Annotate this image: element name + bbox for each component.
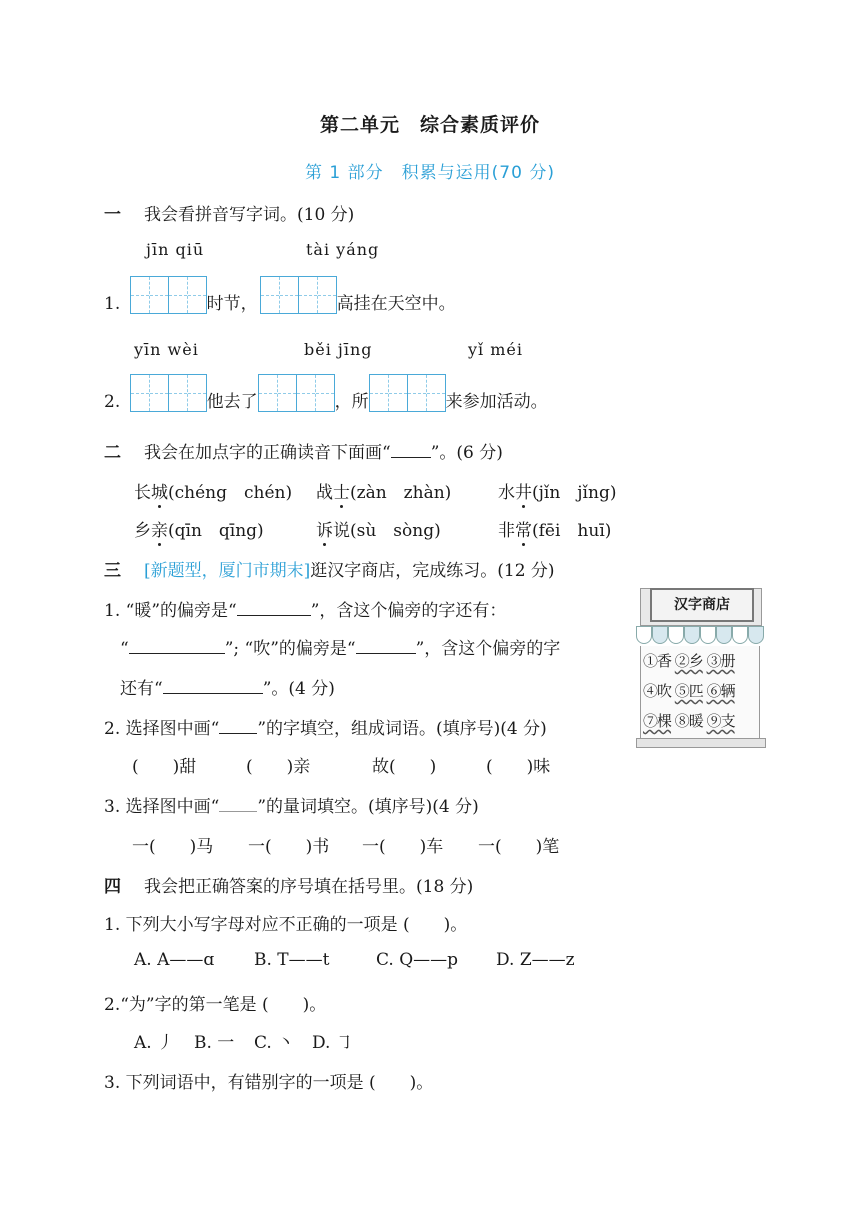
option[interactable]: B. T——t — [254, 950, 330, 970]
section-text: 我会看拼音写字词。(10 分) — [144, 205, 355, 225]
wavy-blank — [219, 795, 257, 812]
text: 高挂在天空中。 — [336, 294, 456, 314]
question-line: 还有“ ”。(4 分) — [120, 679, 335, 699]
section-1-heading — [104, 200, 354, 225]
shop-row: ⑦棵 ⑧暖 ⑨支 — [643, 712, 735, 730]
option[interactable]: D. Z——z — [496, 950, 575, 970]
section-3-heading — [104, 556, 555, 581]
answer-item[interactable]: ( )亲 — [246, 757, 311, 777]
question-line: 2.“为”字的第一笔是 ( )。 — [104, 995, 327, 1015]
reading-item: 水井(jǐn jǐng) — [498, 483, 617, 503]
option[interactable]: C. 丶 — [254, 1033, 295, 1053]
shop-sign: 汉字商店 — [650, 588, 754, 622]
answer-item[interactable]: ( )甜 — [132, 757, 197, 777]
answer-blank[interactable] — [237, 599, 311, 616]
question-line: 1. 下列大小写字母对应不正确的一项是 ( )。 — [104, 915, 468, 935]
shop-row: ④吹 ⑤匹 ⑥辆 — [643, 682, 735, 700]
text: 他去了 — [206, 392, 258, 412]
question-line: “ ”; “吹”的偏旁是“ ”，含这个偏旁的字 — [120, 639, 561, 659]
question-number: 2. — [104, 392, 121, 412]
section-text: 逛汉字商店，完成练习。(12 分) — [310, 561, 555, 581]
question-tag: [新题型，厦门市期末] — [144, 561, 311, 581]
writing-grid[interactable] — [258, 374, 335, 412]
text: 来参加活动。 — [445, 392, 548, 412]
reading-item: 长城(chéng chén) — [134, 483, 293, 503]
answer-item[interactable]: 一( )车 — [362, 837, 444, 857]
shop-base — [636, 738, 766, 748]
text: ，所 — [334, 392, 369, 412]
writing-grid[interactable] — [369, 374, 446, 412]
underline-blank — [391, 441, 431, 458]
question-number: 1. — [104, 294, 121, 314]
answer-item[interactable]: 一( )书 — [248, 837, 330, 857]
section-number: 三 — [104, 561, 121, 581]
answer-item[interactable]: 故( ) — [372, 757, 437, 777]
underline-blank — [219, 717, 257, 734]
page-title: 第二单元 综合素质评价 — [319, 114, 540, 136]
reading-item: 乡亲(qīn qīng) — [134, 521, 264, 541]
shop-row: ①香 ②乡 ③册 — [643, 652, 735, 670]
shop-shelf — [640, 646, 760, 739]
option[interactable]: D. ㇆ — [312, 1033, 353, 1053]
answer-blank[interactable] — [356, 637, 416, 654]
reading-item: 诉说(sù sòng) — [316, 521, 441, 541]
section-number: 一 — [104, 205, 121, 225]
reading-item: 非常(fēi huī) — [498, 521, 612, 541]
writing-grid[interactable] — [130, 276, 207, 314]
option[interactable]: A. A——ɑ — [134, 950, 215, 970]
reading-item: 战士(zàn zhàn) — [316, 483, 452, 503]
shop-awning — [636, 626, 764, 644]
pinyin: tài yáng — [306, 240, 380, 259]
character-shop-illustration — [636, 586, 764, 750]
writing-grid[interactable] — [130, 374, 207, 412]
part-subtitle: 第 1 部分 积累与运用(70 分) — [305, 163, 555, 183]
question-line: 3. 选择图中画“ ”的量词填空。(填序号)(4 分) — [104, 797, 479, 817]
section-4-heading — [104, 872, 473, 897]
question-line: 3. 下列词语中，有错别字的一项是 ( )。 — [104, 1073, 434, 1093]
question-line: 2. 选择图中画“ ”的字填空，组成词语。(填序号)(4 分) — [104, 719, 547, 739]
option[interactable]: B. 一 — [194, 1033, 235, 1053]
answer-item[interactable]: ( )味 — [486, 757, 551, 777]
pinyin: jīn qiū — [146, 240, 205, 259]
text: 时节， — [206, 294, 258, 314]
section-text: 我会在加点字的正确读音下面画“ — [144, 443, 391, 463]
pinyin: yǐ méi — [468, 340, 523, 359]
answer-item[interactable]: 一( )笔 — [478, 837, 560, 857]
question-row — [104, 276, 456, 314]
writing-grid[interactable] — [260, 276, 337, 314]
question-line: 1. “暖”的偏旁是“ ”，含这个偏旁的字还有： — [104, 601, 507, 621]
question-row — [104, 374, 548, 412]
section-text: ”。(6 分) — [430, 443, 503, 463]
answer-blank[interactable] — [129, 637, 225, 654]
section-number: 二 — [104, 443, 121, 463]
pinyin: běi jīng — [304, 340, 373, 359]
pinyin: yīn wèi — [134, 340, 199, 359]
section-number: 四 — [104, 877, 121, 897]
answer-item[interactable]: 一( )马 — [132, 837, 214, 857]
section-2-heading — [104, 438, 503, 463]
option[interactable]: C. Q——p — [376, 950, 459, 970]
section-text: 我会把正确答案的序号填在括号里。(18 分) — [144, 877, 474, 897]
answer-blank[interactable] — [163, 677, 263, 694]
option[interactable]: A. 丿 — [134, 1033, 175, 1053]
